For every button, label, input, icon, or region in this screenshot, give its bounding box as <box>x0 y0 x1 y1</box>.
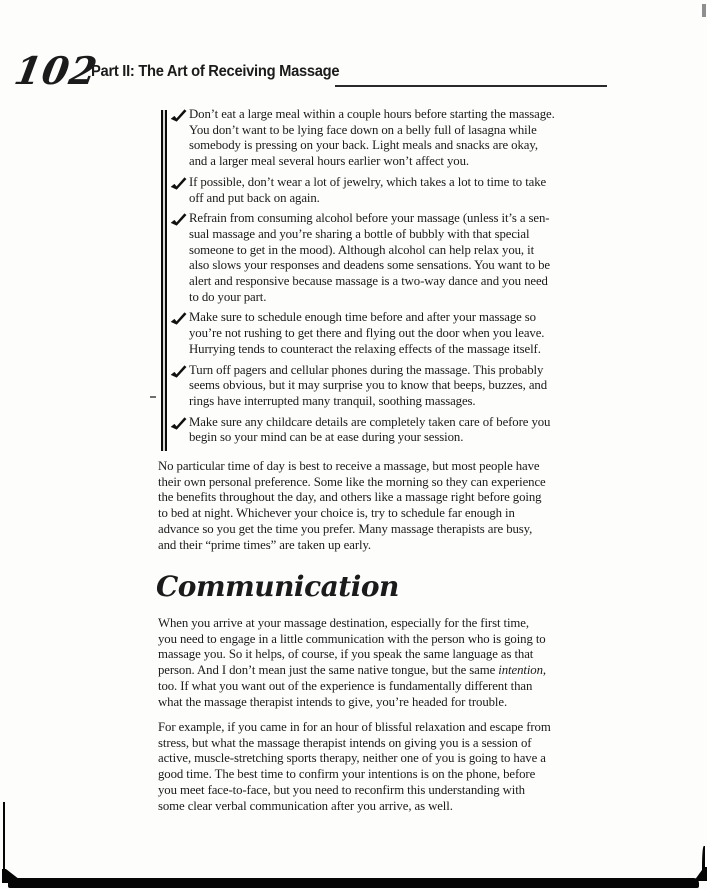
page-number: 102 <box>11 48 102 93</box>
checklist-item <box>161 107 621 170</box>
checklist-item-text: Turn off pagers and cellular phones during the massage. This probably seems obvious, but it may surprise you to know that beeps, buzzes, and rings have interrupted many tranquil, soothing massages. <box>189 362 548 408</box>
scan-bottom-bar <box>8 878 699 888</box>
checklist-item <box>161 175 621 206</box>
check-bullet-icon <box>170 312 187 325</box>
scan-edge-left-line <box>3 802 5 878</box>
paragraph-scheduling: No particular time of day is best to receive a massage, but most people have their own personal preference. Some like the morning so they can experience the benefits throughout the day, and others like a massage right before going to bed at night. Whichever your choice is, try to schedule far enough in advance so you get the time you prefer. Many massage therapists are busy, and their “prime times” are taken up early. <box>158 459 546 552</box>
margin-mark <box>150 396 156 398</box>
tips-checklist <box>161 107 621 451</box>
check-bullet-icon <box>170 365 187 378</box>
check-bullet-icon <box>170 417 187 430</box>
section-heading: Communication <box>156 570 399 603</box>
checklist-item-text: Don’t eat a large meal within a couple hours before starting the massage. You don’t want to be lying face down on a belly full of lasagna while somebody is pressing on your back. Light meals and snacks are okay, and a larger meal several hours earlier won’t affect you. <box>189 107 555 169</box>
checklist-item-text: Make sure to schedule enough time before and after your massage so you’re not rushing to get there and flying out the door when you leave. Hurrying tends to counteract the relaxing effects of the massage itself. <box>189 310 545 356</box>
scan-top-right-mark <box>702 4 706 17</box>
check-bullet-icon <box>170 177 187 190</box>
paragraph-communication-1: When you arrive at your massage destination, especially for the first time, you need to engage in a little communication with the person who is going to massage you. So it helps, of course, if you speak the same language as that person. And I don’t mean just the same native tongue, but the same intention, too. If what you want out of the experience is fundamentally different than what the massage therapist intends to give, you’re headed for trouble. <box>158 616 546 709</box>
checklist-item <box>161 363 621 410</box>
section-title: Part II: The Art of Receiving Massage <box>91 63 340 80</box>
check-bullet-icon <box>170 109 187 122</box>
checklist-item-text: Make sure any childcare details are completely taken care of before you begin so your mind can be at ease during your session. <box>189 414 551 445</box>
checklist-item <box>161 211 621 305</box>
checklist-item-text: Refrain from consuming alcohol before your massage (unless it’s a sen- sual massage and you’re sharing a bottle of bubbly with that special someone to get in the mood). Although alcohol can help relax you, it also slows your responses and deadens some sensations. You want to be alert and responsive because massage is a two-way dance and you need to do your part. <box>189 211 550 304</box>
checklist-item <box>161 310 621 357</box>
checklist-item-text: If possible, don’t wear a lot of jewelry, which takes a lot to time to take off and put back on again. <box>189 174 547 205</box>
check-bullet-icon <box>170 213 187 226</box>
paragraph-communication-2: For example, if you came in for an hour of blissful relaxation and escape from stress, but what the massage therapist intends on giving you is a session of active, muscle-stretching sports therapy, neither one of you is going to have a good time. The best time to confirm your intentions is on the phone, before you meet face-to-face, but you need to reconfirm this understanding with some clear verbal communication after you arrive, as well. <box>158 720 551 813</box>
header-rule <box>335 85 607 87</box>
checklist-item <box>161 415 621 446</box>
scan-edge-right-corner <box>694 867 707 881</box>
